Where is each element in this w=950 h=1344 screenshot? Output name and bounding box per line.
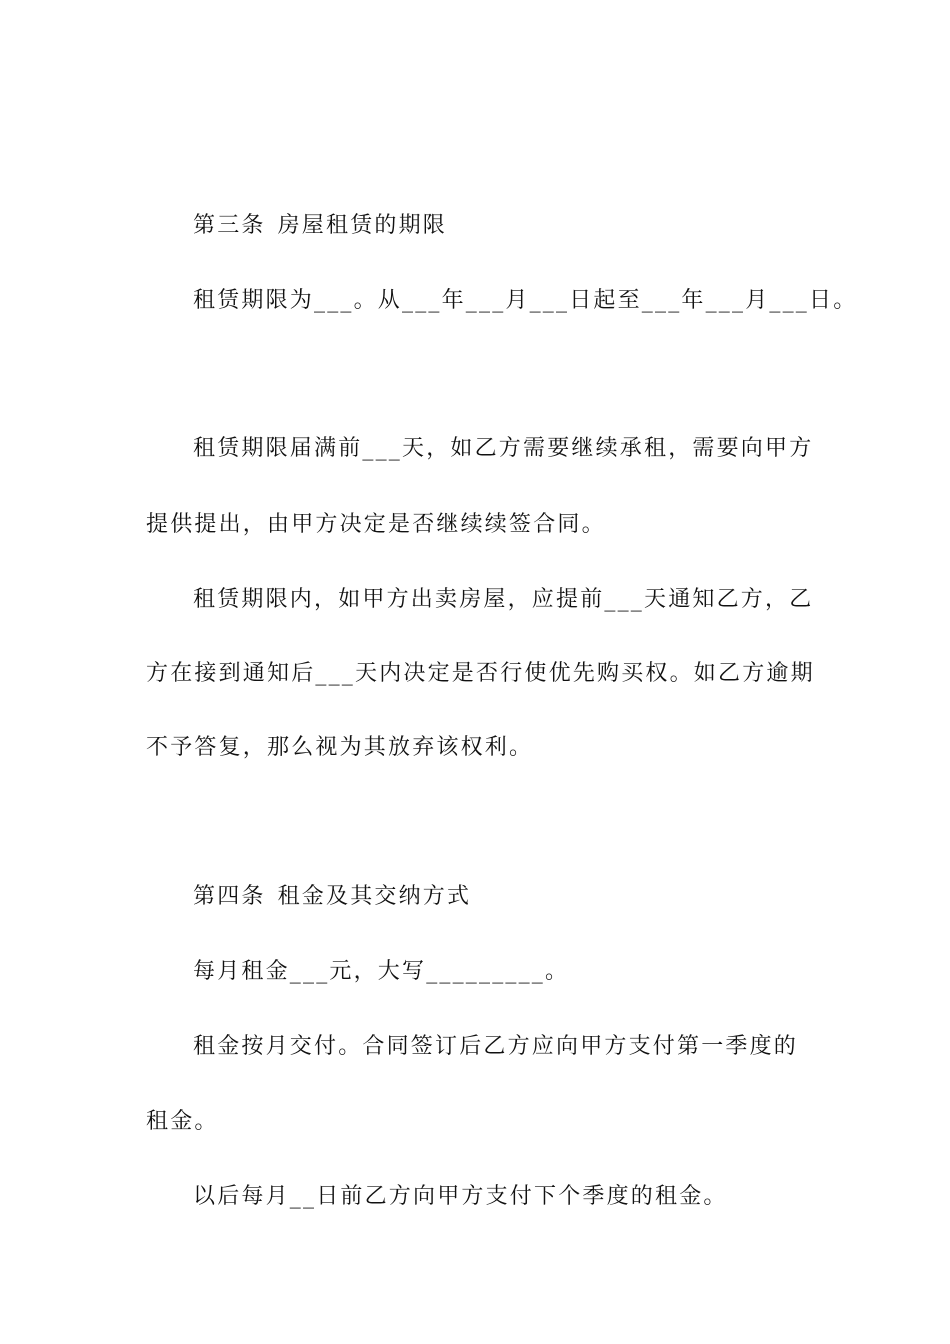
article-4-title: 租金及其交纳方式 <box>277 884 472 909</box>
article-3-title: 房屋租赁的期限 <box>277 213 448 238</box>
article-3-paragraph-3-line-3: 不予答复，那么视为其放弃该权利。 <box>146 735 534 760</box>
article-4-paragraph-2-line-1: 租金按月交付。合同签订后乙方应向甲方支付第一季度的 <box>193 1034 799 1059</box>
article-3-paragraph-1: 租赁期限为___。从___年___月___日起至___年___月___日。 <box>193 288 858 313</box>
article-3-paragraph-2-line-1: 租赁期限届满前___天，如乙方需要继续承租，需要向甲方 <box>193 436 814 461</box>
article-3-number: 第三条 <box>193 213 266 238</box>
article-3-paragraph-3-line-1: 租赁期限内，如甲方出卖房屋，应提前___天通知乙方，乙 <box>193 587 814 612</box>
article-4-heading <box>193 882 471 912</box>
article-3-heading <box>193 211 447 241</box>
article-4-paragraph-2-line-2: 租金。 <box>146 1109 219 1134</box>
article-4-paragraph-3: 以后每月__日前乙方向甲方支付下个季度的租金。 <box>193 1184 728 1209</box>
article-3-paragraph-3-line-2: 方在接到通知后___天内决定是否行使优先购买权。如乙方逾期 <box>146 661 815 686</box>
article-4-paragraph-1: 每月租金___元，大写_________。 <box>193 959 570 984</box>
article-4-number: 第四条 <box>193 884 266 909</box>
article-3-paragraph-2-line-2: 提供提出，由甲方决定是否继续续签合同。 <box>146 512 606 537</box>
